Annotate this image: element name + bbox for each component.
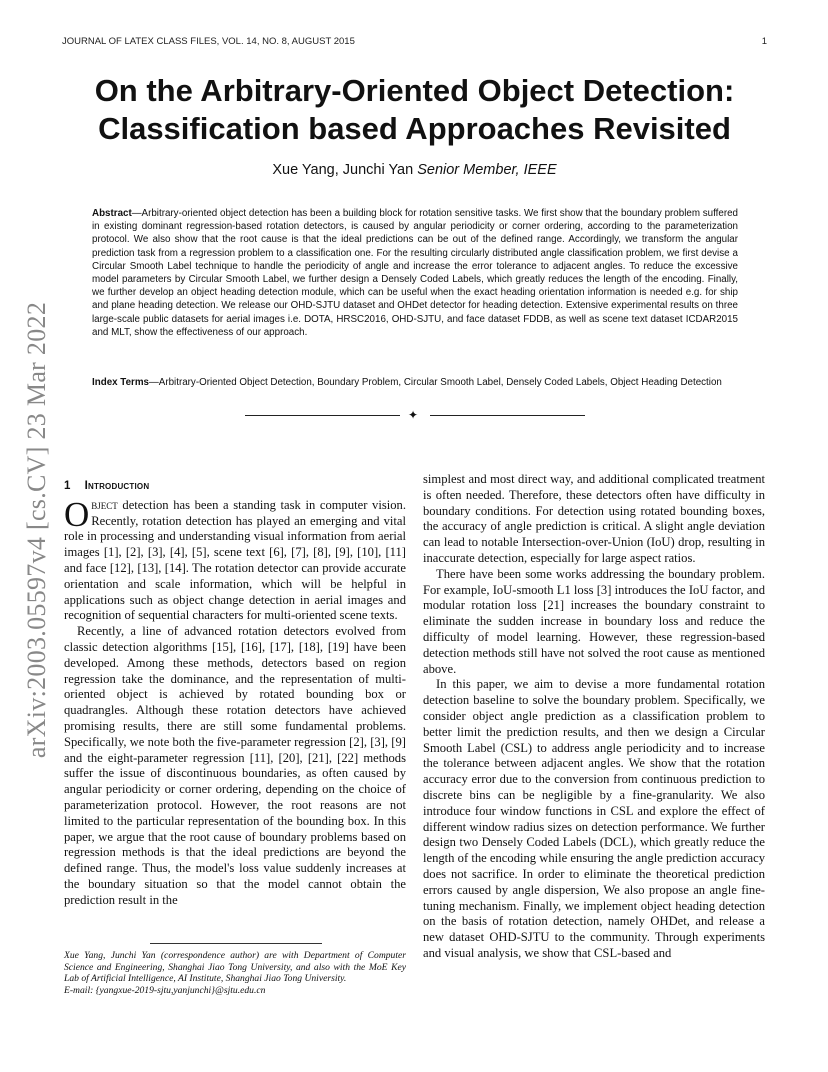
arxiv-sidebar (22, 280, 52, 780)
right-column (423, 472, 765, 962)
divider-line-left (245, 415, 400, 416)
footnote (64, 950, 406, 996)
index-terms (92, 376, 738, 389)
section-number: 1 (64, 480, 71, 492)
footnote-email: E-mail: {yangxue-2019-sjtu,yanjunchi}@sjtu.edu.cn (64, 984, 266, 996)
left-column (64, 479, 406, 909)
index-terms-text: —Arbitrary-Oriented Object Detection, Boundary Problem, Circular Smooth Label, Densely Coded Labels, Object Heading Detection (149, 377, 722, 388)
paragraph: Recently, a line of advanced rotation detectors evolved from classic detection algorithms [15], [16], [17], [18], [19] have been developed. Among these methods, detectors based on region regression take the dominance, and the representation of multi-oriented object is achieved by rotated bounding box or quadrangles. Although these rotation detectors have achieved promising results, there are still some fundamental problems. Specifically, we note both the five-parameter regression [2], [3], [9] and the eight-parameter regression [11], [20], [21], [22] methods suffer the issue of discontinuous boundaries, as often caused by angular periodicity or corner ordering, depending on the choice of parameterization protocol. However, the root reasons are not limited to the particular representation of the bounding box. In this paper, we argue that the root cause of boundary problems based on regression methods is that the ideal predictions are beyond the defined range. Thus, the model's loss value suddenly increases at the boundary situation so that the model cannot obtain the prediction result in the (64, 624, 406, 907)
abstract-label: Abstract (92, 208, 132, 219)
first-word: bject (91, 497, 118, 512)
author-role: Senior Member, IEEE (417, 162, 557, 178)
index-terms-label: Index Terms (92, 377, 149, 388)
section-divider (245, 408, 585, 422)
section-heading (64, 479, 406, 495)
footnote-rule (150, 943, 322, 944)
abstract (92, 207, 738, 339)
paragraph-text: detection has been a standing task in computer vision. Recently, rotation detection has played an emerging and vital role in processing and understanding visual information from aerial images [1], [2], [3], [4], [5], scene text [6], [7], [8], [9], [10], [11] and face [12], [13], [14]. The rotation detector can provide accurate orientation and scale information, which will be helpful in applications such as object change detection in aerial images and recognition of sequential characters for multi-oriented scene texts. (64, 497, 406, 623)
paragraph: simplest and most direct way, and additional complicated treatment is often needed. Therefore, these detectors often have difficulty in boundary conditions. For detection using rotated bounding boxes, the accuracy of angle prediction is critical. A slight angle deviation can lead to notable Intersection-over-Union (IoU) drop, resulting in inaccurate detection, especially for large aspect ratios. (423, 472, 765, 565)
paragraph: There have been some works addressing the boundary problem. For example, IoU-smooth L1 loss [3] introduces the IoU factor, and modular rotation loss [21] increases the boundary constraint to eliminate the sudden increase in boundary loss and reduce the difficulty of model learning. However, these regression-based detection methods still have not solved the root cause as mentioned above. (423, 566, 765, 676)
paper-title (62, 72, 767, 148)
divider-line-right (430, 415, 585, 416)
section-title: Introduction (84, 480, 150, 492)
paragraph (64, 494, 406, 624)
title-line-1: On the Arbitrary-Oriented Object Detection: (94, 73, 735, 108)
page-number: 1 (761, 36, 767, 47)
drop-cap: O (64, 494, 90, 534)
paragraph: In this paper, we aim to devise a more fundamental rotation detection baseline to solve the boundary problem. Specifically, we consider object angle prediction as a classification problem to better limit the prediction results, and then we design a Circular Smooth Label (CSL) to address angle periodicity and to increase the tolerance between adjacent angles. We show that the rotation accuracy error due to the conversion from continuous prediction to discrete bins can be negligible by a fine-granularity. We also introduce four window functions in CSL and explore the effect of different window radius sizes on detection performance. We further design two Densely Coded Labels (DCL), which greatly reduce the length of the encoding while ensuring the angle prediction accuracy does not sacrifice. In order to eliminate the theoretical prediction errors caused by angle dispersion, We also propose an angle fine-tuning mechanism. Finally, we implement object heading detection on the basis of rotation detection, namely OHDet, and release a new dataset OHD-SJTU to the community. Through experiments and visual analysis, we show that CSL-based and (423, 677, 765, 960)
abstract-text: —Arbitrary-oriented object detection has been a building block for rotation sensitive tasks. We first show that the boundary problem suffered in existing dominant regression-based rotation detectors, is caused by angular periodicity or corner ordering, according to the parameterization protocol. We also show that the root cause is that the ideal predictions can be out of the defined range. Accordingly, we transform the angular prediction task from a regression problem to a classification one. For the resulting circularly distributed angle classification problem, we first devise a Circular Smooth Label technique to handle the periodicity of angle and increase the error tolerance to adjacent angles. To reduce the excessive model parameters by Circular Smooth Label, we further design a Densely Coded Labels, which greatly reduces the length of the encoding. Finally, we further develop an object heading detection module, which can be useful when the exact heading orientation information is needed e.g. for ship and plane heading detection. We release our OHD-SJTU dataset and OHDet detector for heading detection. Extensive experimental results on three large-scale public datasets for aerial images i.e. DOTA, HRSC2016, OHD-SJTU, and face dataset FDDB, as well as scene text dataset ICDAR2015 and MLT, show the effectiveness of our approach. (92, 208, 738, 338)
diamond-icon: ✦ (408, 408, 419, 422)
title-line-2: Classification based Approaches Revisited (98, 111, 731, 146)
author-names: Xue Yang, Junchi Yan (272, 162, 414, 178)
journal-name: JOURNAL OF LATEX CLASS FILES, VOL. 14, NO. 8, AUGUST 2015 (62, 36, 355, 47)
arxiv-identifier: arXiv:2003.05597v4 [cs.CV] 23 Mar 2022 (22, 301, 51, 759)
author-line (62, 162, 767, 178)
footnote-affiliation: Xue Yang, Junchi Yan (correspondence author) are with Department of Computer Science and Engineering, Shanghai Jiao Tong University, and also with the MoE Key Lab of Artificial Intelligence, AI Institute, Shanghai Jiao Tong University. (64, 950, 406, 984)
